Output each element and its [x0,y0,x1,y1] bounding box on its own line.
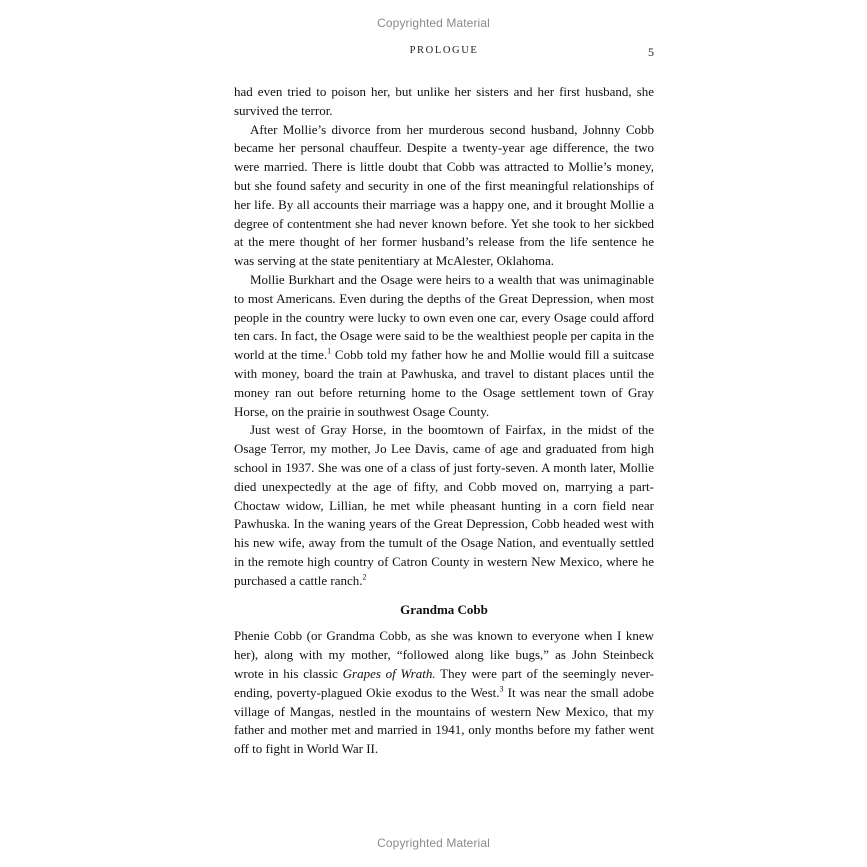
paragraph-3 [234,271,654,421]
footnote-marker-3[interactable]: 3 [499,684,504,694]
running-head [234,45,654,61]
paragraph-text: They were part of the seemingly never-ending, poverty-plagued Okie exodus to the West. [234,665,655,700]
chapter-title: PROLOGUE [409,45,479,56]
footnote-marker-2[interactable]: 2 [362,572,367,582]
paragraph-text: After Mollie’s divorce from her murderous second husband, Johnny Cobb became her personal chauffeur. Despite a twenty-year age difference, the two were married. There is little doubt that Cobb was attracted to Mollie’s money, but she found safety and security in one of the first meaningful relationships of her life. By all accounts their marriage was a happy one, and it brought Mollie a degree of contentment she had never known before. Yet she took to her sickbed at the mere thought of her former husband’s release from the life sentence he was serving at the state penitentiary at McAlester, Oklahoma. [234,121,654,269]
paragraph-1 [234,83,654,121]
paragraph-text: Phenie Cobb (or Grandma Cobb, as she was known to everyone when I knew her), along with my mother, “followed along like bugs,” as John Steinbeck wrote in his classic [234,628,654,681]
paragraph-text: had even tried to poison her, but unlike her sisters and her first husband, she survived the terror. [234,84,654,118]
page-number: 5 [648,45,654,59]
body-text [234,83,654,759]
footnote-marker-1[interactable]: 1 [327,346,332,356]
paragraph-text: Cobb told my father how he and Mollie would fill a suitcase with money, board the train at Pawhuska, and travel to distant places until the money ran out before returning home to the Osage settlement town of Gray Horse, on the prairie in southwest Osage County. [234,347,655,419]
paragraph-text: Mollie Burkhart and the Osage were heirs to a wealth that was unimaginable to most Americans. Even during the depths of the Great Depression, when most people in the country were lucky to own even one car, every Osage could afford ten cars. In fact, the Osage were said to be the wealthiest people per capita in the world at the time. [234,271,654,363]
section-heading: Grandma Cobb [400,601,488,617]
copyright-watermark-bottom: Copyrighted Material [377,836,490,850]
copyright-watermark-top: Copyrighted Material [377,16,490,30]
paragraph-5 [234,627,654,759]
book-title-italic: Grapes of Wrath. [342,665,436,681]
paragraph-text: Just west of Gray Horse, in the boomtown of Fairfax, in the midst of the Osage Terror, my mother, Jo Lee Davis, came of age and graduated from high school in 1937. She was one of a class of just forty-seven. A month later, Mollie died unexpectedly at the age of fifty, and Cobb moved on, marrying a part-Choctaw widow, Lillian, he met while pheasant hunting in a corn field near Pawhuska. In the waning years of the Great Depression, Cobb headed west with his new wife, away from the tumult of the Osage Nation, and eventually settled in the remote high country of Catron County in western New Mexico, where he purchased a cattle ranch. [234,422,654,588]
paragraph-4 [234,421,654,590]
paragraph-text: It was near the small adobe village of Mangas, nestled in the mountains of western New Mexico, that my father and mother met and married in 1941, only months before my father went off to fight in World War II. [234,684,654,757]
paragraph-2 [234,121,654,271]
